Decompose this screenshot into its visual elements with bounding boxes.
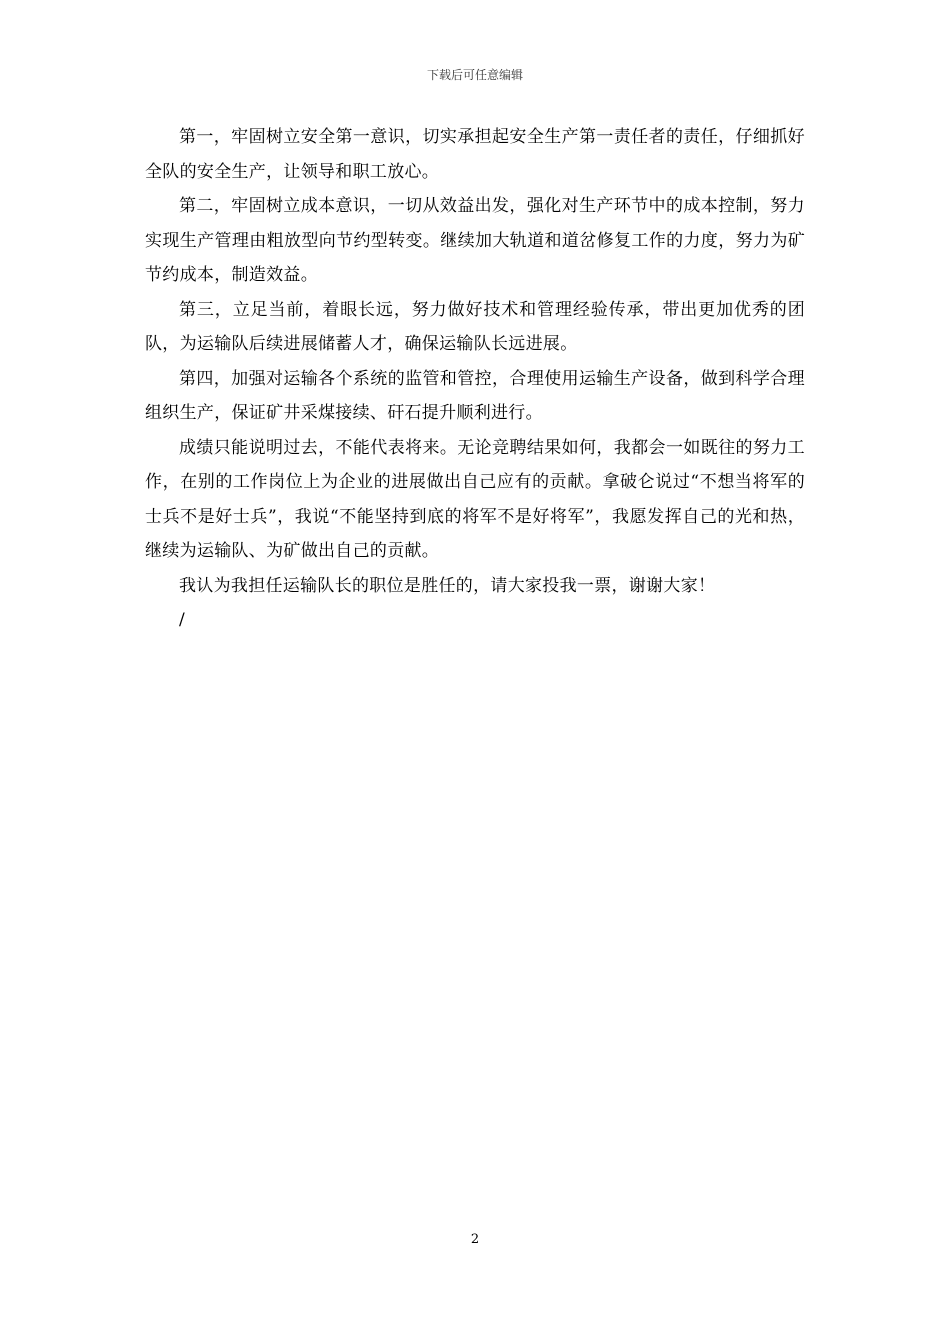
document-body [145, 120, 805, 638]
page-number: 2 [470, 1232, 480, 1247]
paragraph-fourth-point: 第四，加强对运输各个系统的监管和管控，合理使用运输生产设备，做到科学合理组织生产，保证矿井采煤接续、矸石提升顺利进行。 [145, 368, 805, 423]
paragraph-first-point: 第一，牢固树立安全第一意识，切实承担起安全生产第一责任者的责任，仔细抓好全队的安全生产，让领导和职工放心。 [145, 127, 805, 182]
paragraph-closing: 我认为我担任运输队长的职位是胜任的，请大家投我一票，谢谢大家！ [179, 575, 716, 596]
page-header: 下载后可任意编辑 [426, 68, 523, 82]
trailing-slash-mark: / [179, 610, 185, 630]
paragraph-third-point: 第三，立足当前，着眼长远，努力做好技术和管理经验传承，带出更加优秀的团队，为运输队后续进展储蓄人才，确保运输队长远进展。 [145, 299, 805, 354]
paragraph-second-point: 第二，牢固树立成本意识，一切从效益出发，强化对生产环节中的成本控制，努力实现生产管理由粗放型向节约型转变。继续加大轨道和道岔修复工作的力度，努力为矿节约成本，制造效益。 [145, 196, 805, 285]
paragraph-conclusion: 成绩只能说明过去，不能代表将来。无论竞聘结果如何，我都会一如既往的努力工作，在别的工作岗位上为企业的进展做出自己应有的贡献。拿破仑说过“不想当将军的士兵不是好士兵”，我说“不能坚持到底的将军不是好将军”，我愿发挥自己的光和热，继续为运输队、为矿做出自己的贡献。 [145, 437, 805, 561]
